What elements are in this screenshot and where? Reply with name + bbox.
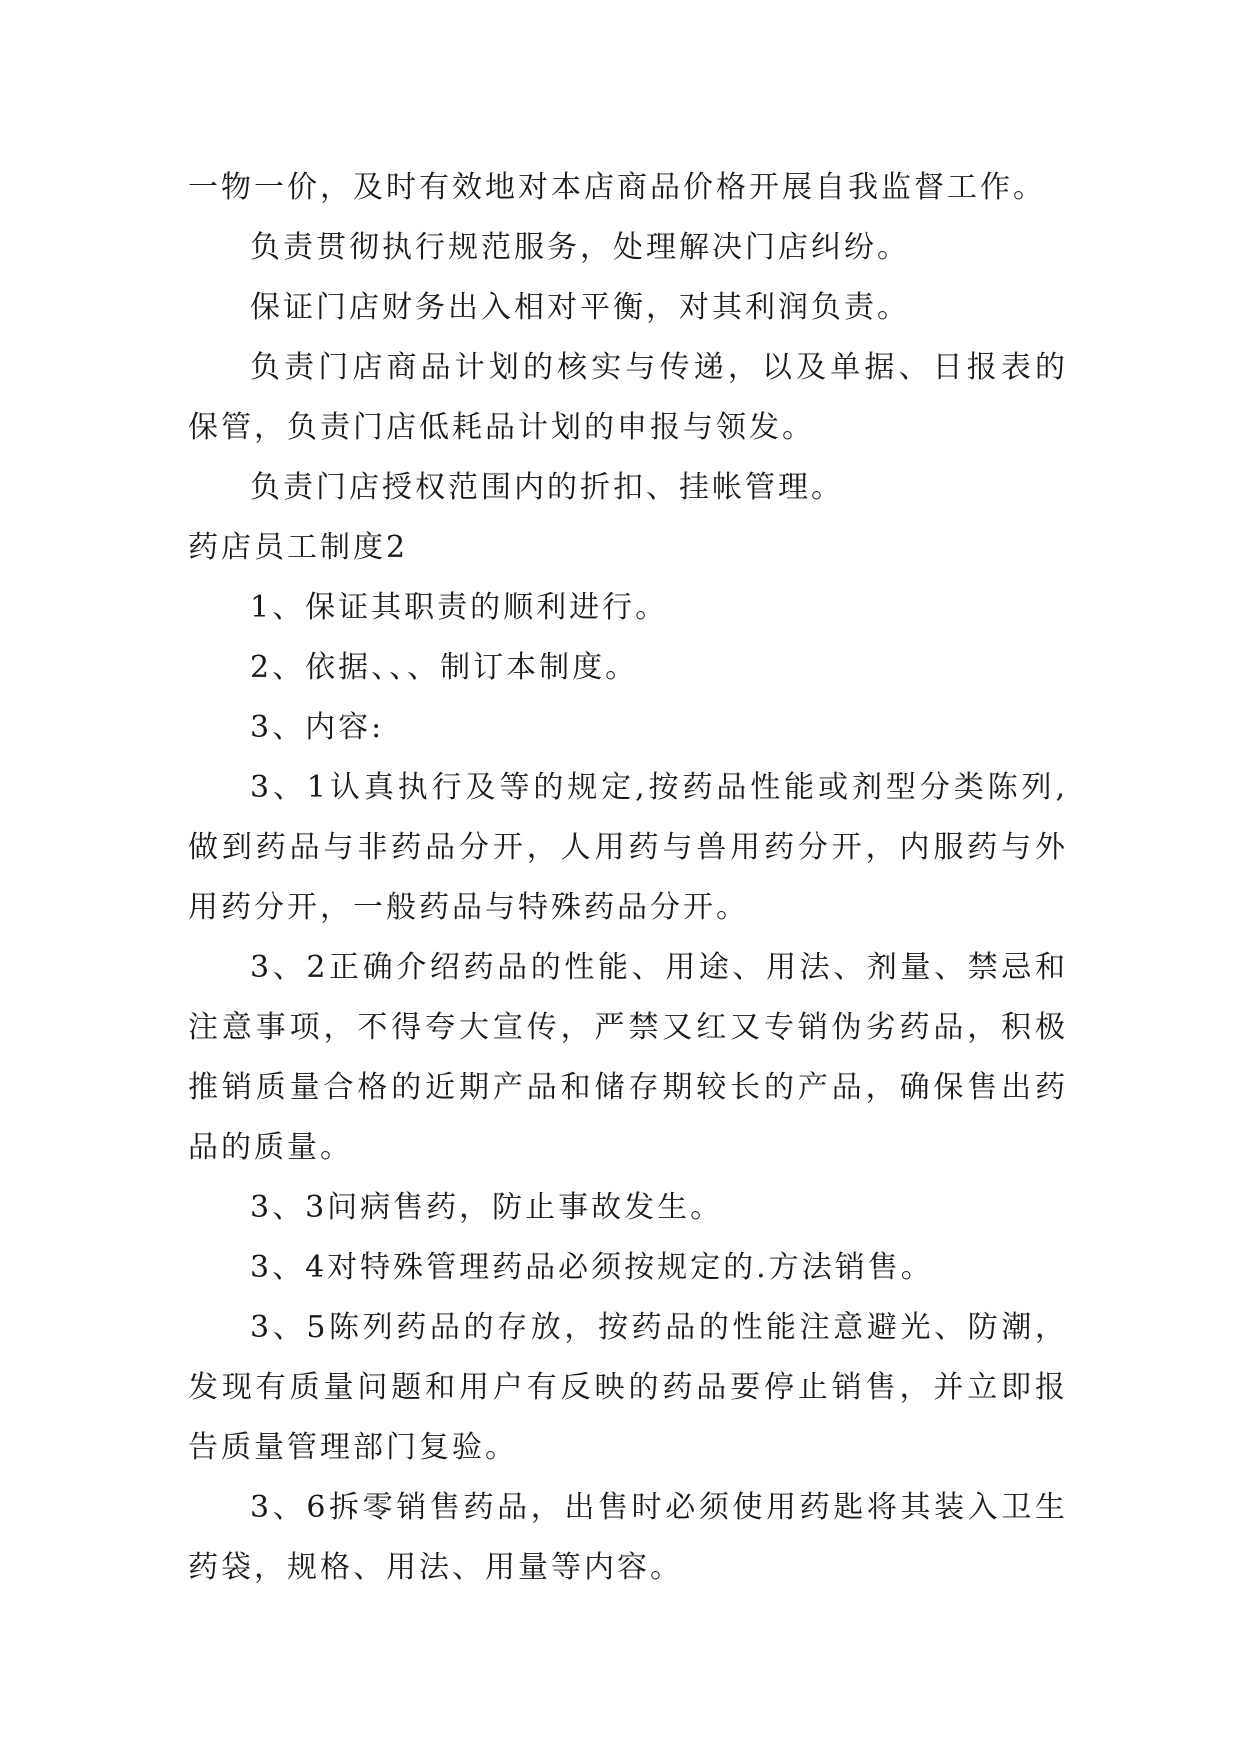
paragraph: 3、3问病售药，防止事故发生。 [250, 1190, 724, 1225]
document-body [188, 158, 1068, 1598]
paragraph: 3、6拆零销售药品，出售时必须使用药匙将其装入卫生药袋，规格、用法、用量等内容。 [188, 1490, 1068, 1585]
paragraph: 负责门店商品计划的核实与传递，以及单据、日报表的保管，负责门店低耗品计划的申报与领发。 [188, 350, 1068, 445]
paragraph: 保证门店财务出入相对平衡，对其利润负责。 [250, 290, 910, 325]
paragraph: 2、依据、、、制订本制度。 [250, 650, 639, 685]
paragraph: 负责贯彻执行规范服务，处理解决门店纠纷。 [250, 230, 910, 265]
paragraph: 3、内容: [250, 710, 385, 745]
paragraph: 3、1认真执行及等的规定,按药品性能或剂型分类陈列,做到药品与非药品分开，人用药与兽用药分开，内服药与外用药分开，一般药品与特殊药品分开。 [188, 770, 1068, 925]
paragraph: 负责门店授权范围内的折扣、挂帐管理。 [250, 470, 844, 505]
paragraph-continuation: 一物一价，及时有效地对本店商品价格开展自我监督工作。 [188, 170, 1046, 205]
paragraph: 1、保证其职责的顺利进行。 [250, 590, 669, 625]
paragraph: 3、4对特殊管理药品必须按规定的.方法销售。 [250, 1250, 934, 1285]
paragraph: 3、5陈列药品的存放，按药品的性能注意避光、防潮，发现有质量问题和用户有反映的药品要停止销售，并立即报告质量管理部门复验。 [188, 1310, 1068, 1465]
section-heading: 药店员工制度2 [188, 530, 409, 565]
paragraph: 3、2正确介绍药品的性能、用途、用法、剂量、禁忌和注意事项，不得夸大宣传，严禁又红又专销伪劣药品，积极推销质量合格的近期产品和储存期较长的产品，确保售出药品的质量。 [188, 950, 1068, 1165]
